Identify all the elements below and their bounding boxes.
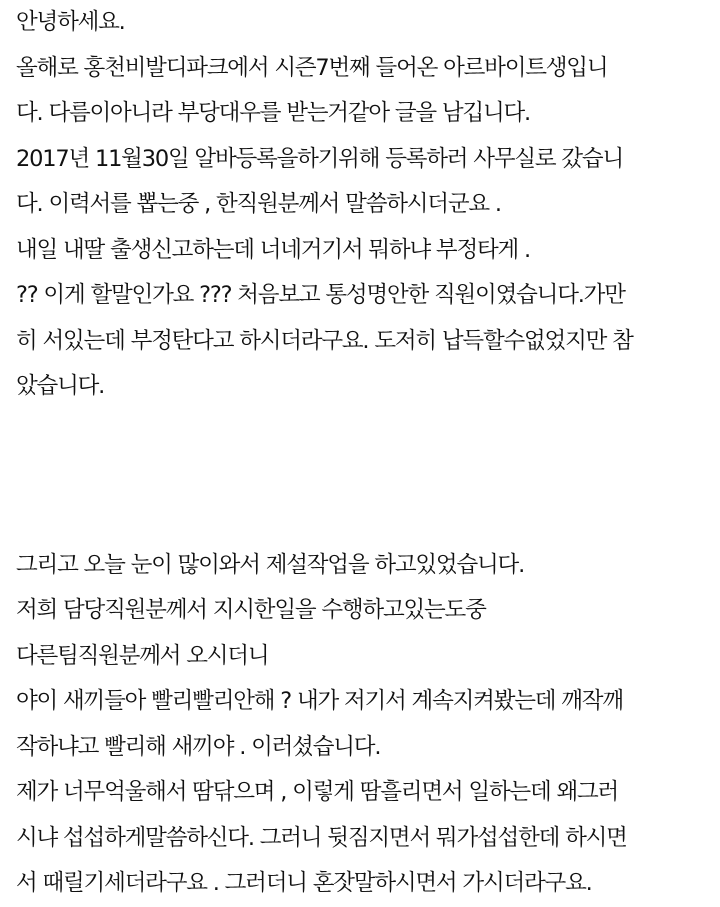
text-line: 다. 다름이아니라 부당대우를 받는거같아 글을 남깁니다. <box>16 100 530 126</box>
text-line: 다른팀직원분께서 오시더니 <box>16 642 269 669</box>
text-line: 저희 담당직원분께서 지시한일을 수행하고있는도중 <box>16 597 486 623</box>
text-line: 내일 내딸 출생신고하는데 너네거기서 뭐하냐 부정타게 . <box>16 236 530 263</box>
text-line: 시냐 섭섭하게말씀하신다. 그러니 뒷짐지면서 뭐가섭섭한데 하시면 <box>16 824 627 851</box>
paragraph-2 <box>16 543 716 907</box>
paragraph-1 <box>16 0 716 410</box>
text-line: 다. 이력서를 뽑는중 , 한직원분께서 말씀하시더군요 . <box>16 191 501 217</box>
text-line: 았습니다. <box>16 373 105 399</box>
text-line: 안녕하세요. <box>16 9 125 35</box>
paragraph-spacer <box>16 410 716 543</box>
text-line: 그리고 오늘 눈이 많이와서 제설작업을 하고있었습니다. <box>16 551 525 578</box>
post-body <box>16 0 716 907</box>
text-line: 제가 너무억울해서 땀닦으며 , 이렇게 땀흘리면서 일하는데 왜그러 <box>16 779 619 805</box>
text-line: 히 서있는데 부정탄다고 하시더라구요. 도저히 납득할수없었지만 참 <box>16 327 633 354</box>
text-line: ?? 이게 할말인가요 ??? 처음보고 통성명안한 직원이였습니다.가만 <box>16 282 625 308</box>
text-line: 서 때릴기세더라구요 . 그러더니 혼잣말하시면서 가시더라구요. <box>16 870 592 896</box>
text-line: 작하냐고 빨리해 새끼야 . 이러셨습니다. <box>16 733 381 760</box>
text-line: 올해로 홍천비발디파크에서 시즌7번째 들어온 아르바이트생입니 <box>16 54 608 81</box>
text-line: 2017년 11월30일 알바등록을하기위해 등록하러 사무실로 갔습니 <box>16 145 623 172</box>
text-line: 야이 새끼들아 빨리빨리안해 ? 내가 저기서 계속지켜봤는데 깨작깨 <box>16 688 623 714</box>
